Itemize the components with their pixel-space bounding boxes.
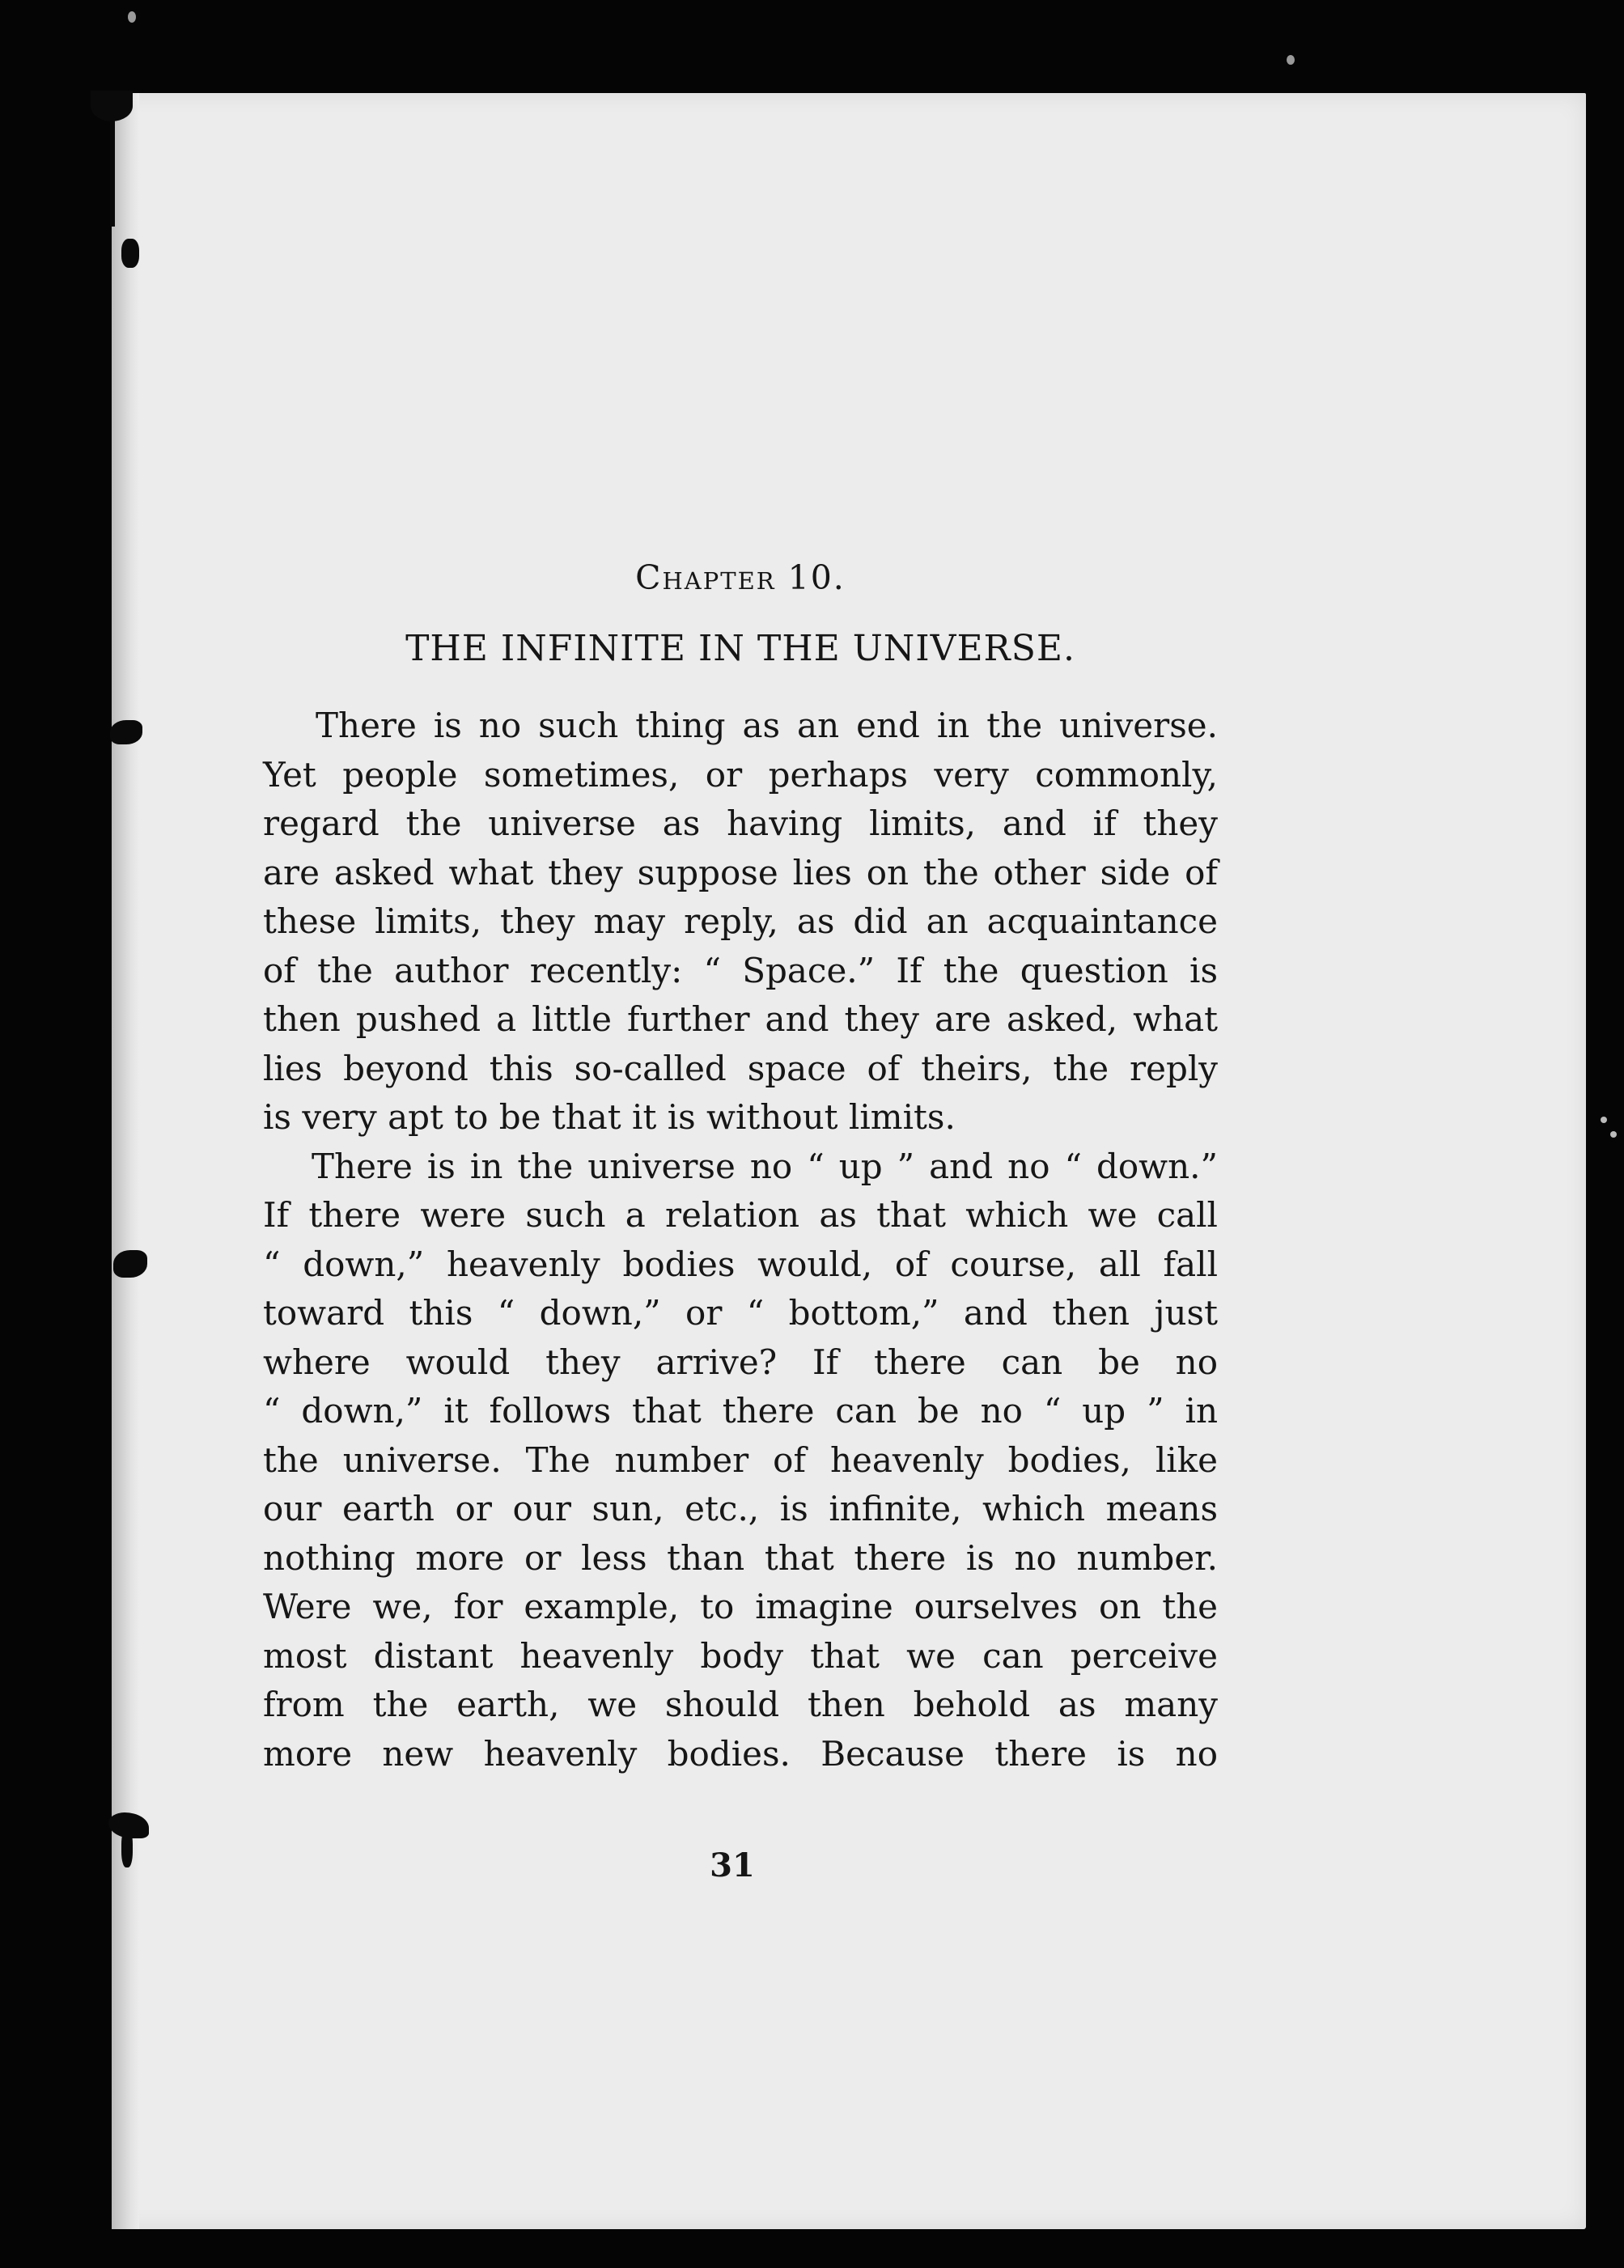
text-line: the universe. The number of heavenly bodies, like	[263, 1439, 1218, 1480]
text-line: is very apt to be that it is without limits.	[263, 1097, 956, 1137]
page-gutter-shadow	[112, 93, 139, 2229]
corner-speck	[128, 11, 136, 23]
text-line: from the earth, we should then behold as many	[263, 1685, 1218, 1724]
text-line: then pushed a little further and they are asked, what	[263, 999, 1218, 1039]
edge-speck	[1601, 1117, 1607, 1123]
text-line: are asked what they suppose lies on the other side of	[263, 852, 1218, 892]
corner-speck	[1287, 55, 1295, 65]
paragraph-1	[263, 702, 1218, 1142]
text-line: our earth or our sun, etc., is infinite, which means	[263, 1489, 1218, 1528]
text-line: “ down,” it follows that there can be no “ up ” in	[263, 1391, 1218, 1431]
edge-speck	[1610, 1131, 1617, 1138]
text-line: where would they arrive? If there can be no	[263, 1342, 1218, 1382]
paragraph-2	[263, 1142, 1218, 1779]
binding-blot	[113, 1250, 147, 1278]
text-line: There is in the universe no “ up ” and no “ down.”	[312, 1146, 1218, 1186]
text-line: these limits, they may reply, as did an acquaintance	[263, 901, 1218, 941]
text-line: most distant heavenly body that we can perceive	[263, 1635, 1218, 1676]
text-line: toward this “ down,” or “ bottom,” and then just	[263, 1293, 1218, 1333]
binding-line	[110, 113, 115, 227]
text-line: There is no such thing as an end in the universe.	[316, 706, 1218, 745]
text-line: of the author recently: “ Space.” If the question is	[263, 950, 1218, 990]
page-number: 31	[710, 1846, 755, 1884]
chapter-number: Chapter 10.	[635, 558, 846, 597]
text-line: If there were such a relation as that which we call	[263, 1195, 1218, 1235]
binding-blot	[110, 720, 142, 744]
text-line: lies beyond this so-called space of theirs, the reply	[263, 1048, 1218, 1088]
text-line: Yet people sometimes, or perhaps very commonly,	[263, 754, 1218, 795]
chapter-title: THE INFINITE IN THE UNIVERSE.	[405, 628, 1075, 669]
text-line: Were we, for example, to imagine ourselves on the	[263, 1587, 1218, 1626]
page-text-block	[263, 558, 1218, 1778]
text-line: nothing more or less than that there is no number.	[263, 1537, 1218, 1578]
text-line: more new heavenly bodies. Because there is no	[263, 1733, 1218, 1774]
binding-blot	[121, 239, 139, 268]
binding-blot	[121, 1829, 133, 1867]
text-line: regard the universe as having limits, and if they	[263, 803, 1218, 843]
text-line: “ down,” heavenly bodies would, of course, all fall	[263, 1244, 1218, 1284]
